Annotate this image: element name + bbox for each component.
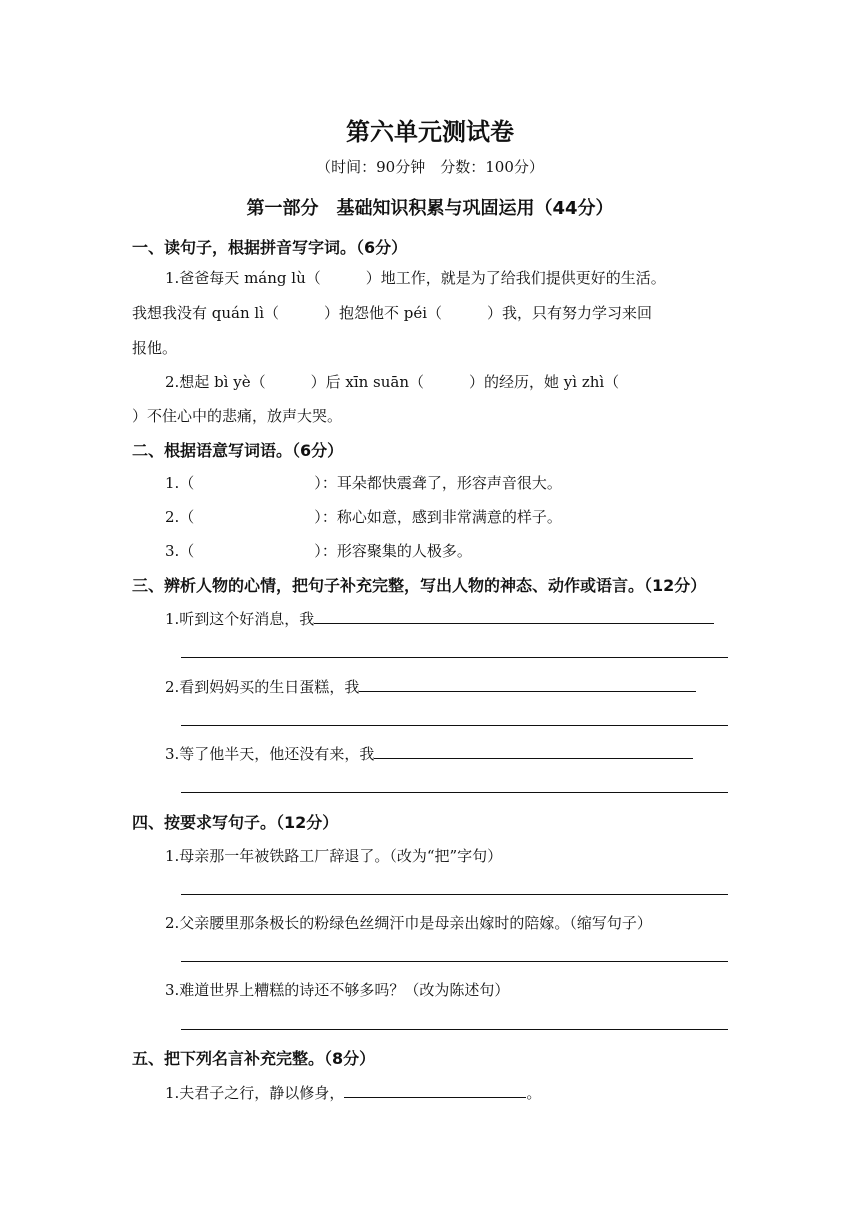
s3-prompt-1: 1.听到这个好消息，我 <box>165 610 315 628</box>
s1-line-2: 我想我没有 quán lì（ ）抱怨他不 péi（ ）我，只有努力学习来回 <box>132 304 653 322</box>
s3-prompt-2: 2.看到妈妈买的生日蛋糕，我 <box>165 678 360 696</box>
s5-line-1-end: 。 <box>526 1084 542 1102</box>
answer-line[interactable] <box>181 961 728 962</box>
s3-line-1 <box>165 608 714 629</box>
s5-prompt-1: 1.夫君子之行，静以修身， <box>165 1084 345 1102</box>
answer-line[interactable] <box>181 894 728 895</box>
answer-blank[interactable] <box>314 609 714 624</box>
answer-line[interactable] <box>181 725 728 726</box>
section-3-heading: 三、辨析人物的心情，把句子补充完整，写出人物的神态、动作或语言。（12分） <box>132 576 707 595</box>
answer-line[interactable] <box>181 792 728 793</box>
s2-line-1: 1.（ ）：耳朵都快震聋了，形容声音很大。 <box>165 474 562 492</box>
s3-prompt-3: 3.等了他半天，他还没有来，我 <box>165 745 375 763</box>
page-title: 第六单元测试卷 <box>346 118 514 146</box>
s3-line-3 <box>165 743 693 764</box>
s4-line-3: 3.难道世界上糟糕的诗还不够多吗？（改为陈述句） <box>165 981 510 999</box>
s2-line-3: 3.（ ）：形容聚集的人极多。 <box>165 542 472 560</box>
answer-blank[interactable] <box>374 744 693 759</box>
s4-line-2: 2.父亲腰里那条极长的粉绿色丝绸汗巾是母亲出嫁时的陪嫁。（缩写句子） <box>165 914 652 932</box>
s2-line-2: 2.（ ）：称心如意，感到非常满意的样子。 <box>165 508 562 526</box>
s1-line-4: 2.想起 bì yè（ ）后 xīn suān（ ）的经历，她 yì zhì（ <box>165 373 620 391</box>
section-5-heading: 五、把下列名言补充完整。（8分） <box>132 1049 376 1068</box>
answer-line[interactable] <box>181 1029 728 1030</box>
s1-line-5: ）不住心中的悲痛，放声大哭。 <box>132 407 343 425</box>
answer-blank[interactable] <box>359 677 696 692</box>
s4-line-1: 1.母亲那一年被铁路工厂辞退了。（改为“把”字句） <box>165 847 503 865</box>
page-subtitle: （时间：90分钟 分数：100分） <box>316 158 544 176</box>
answer-line[interactable] <box>181 657 728 658</box>
s5-line-1 <box>165 1082 541 1103</box>
part-one-heading: 第一部分 基础知识积累与巩固运用（44分） <box>246 198 614 219</box>
section-4-heading: 四、按要求写句子。（12分） <box>132 813 339 832</box>
section-1-heading: 一、读句子，根据拼音写字词。（6分） <box>132 238 408 257</box>
answer-blank[interactable] <box>344 1083 526 1098</box>
s3-line-2 <box>165 676 696 697</box>
s1-line-3: 报他。 <box>132 339 178 357</box>
s1-line-1: 1.爸爸每天 máng lù（ ）地工作，就是为了给我们提供更好的生活。 <box>165 269 666 287</box>
section-2-heading: 二、根据语意写词语。（6分） <box>132 441 344 460</box>
